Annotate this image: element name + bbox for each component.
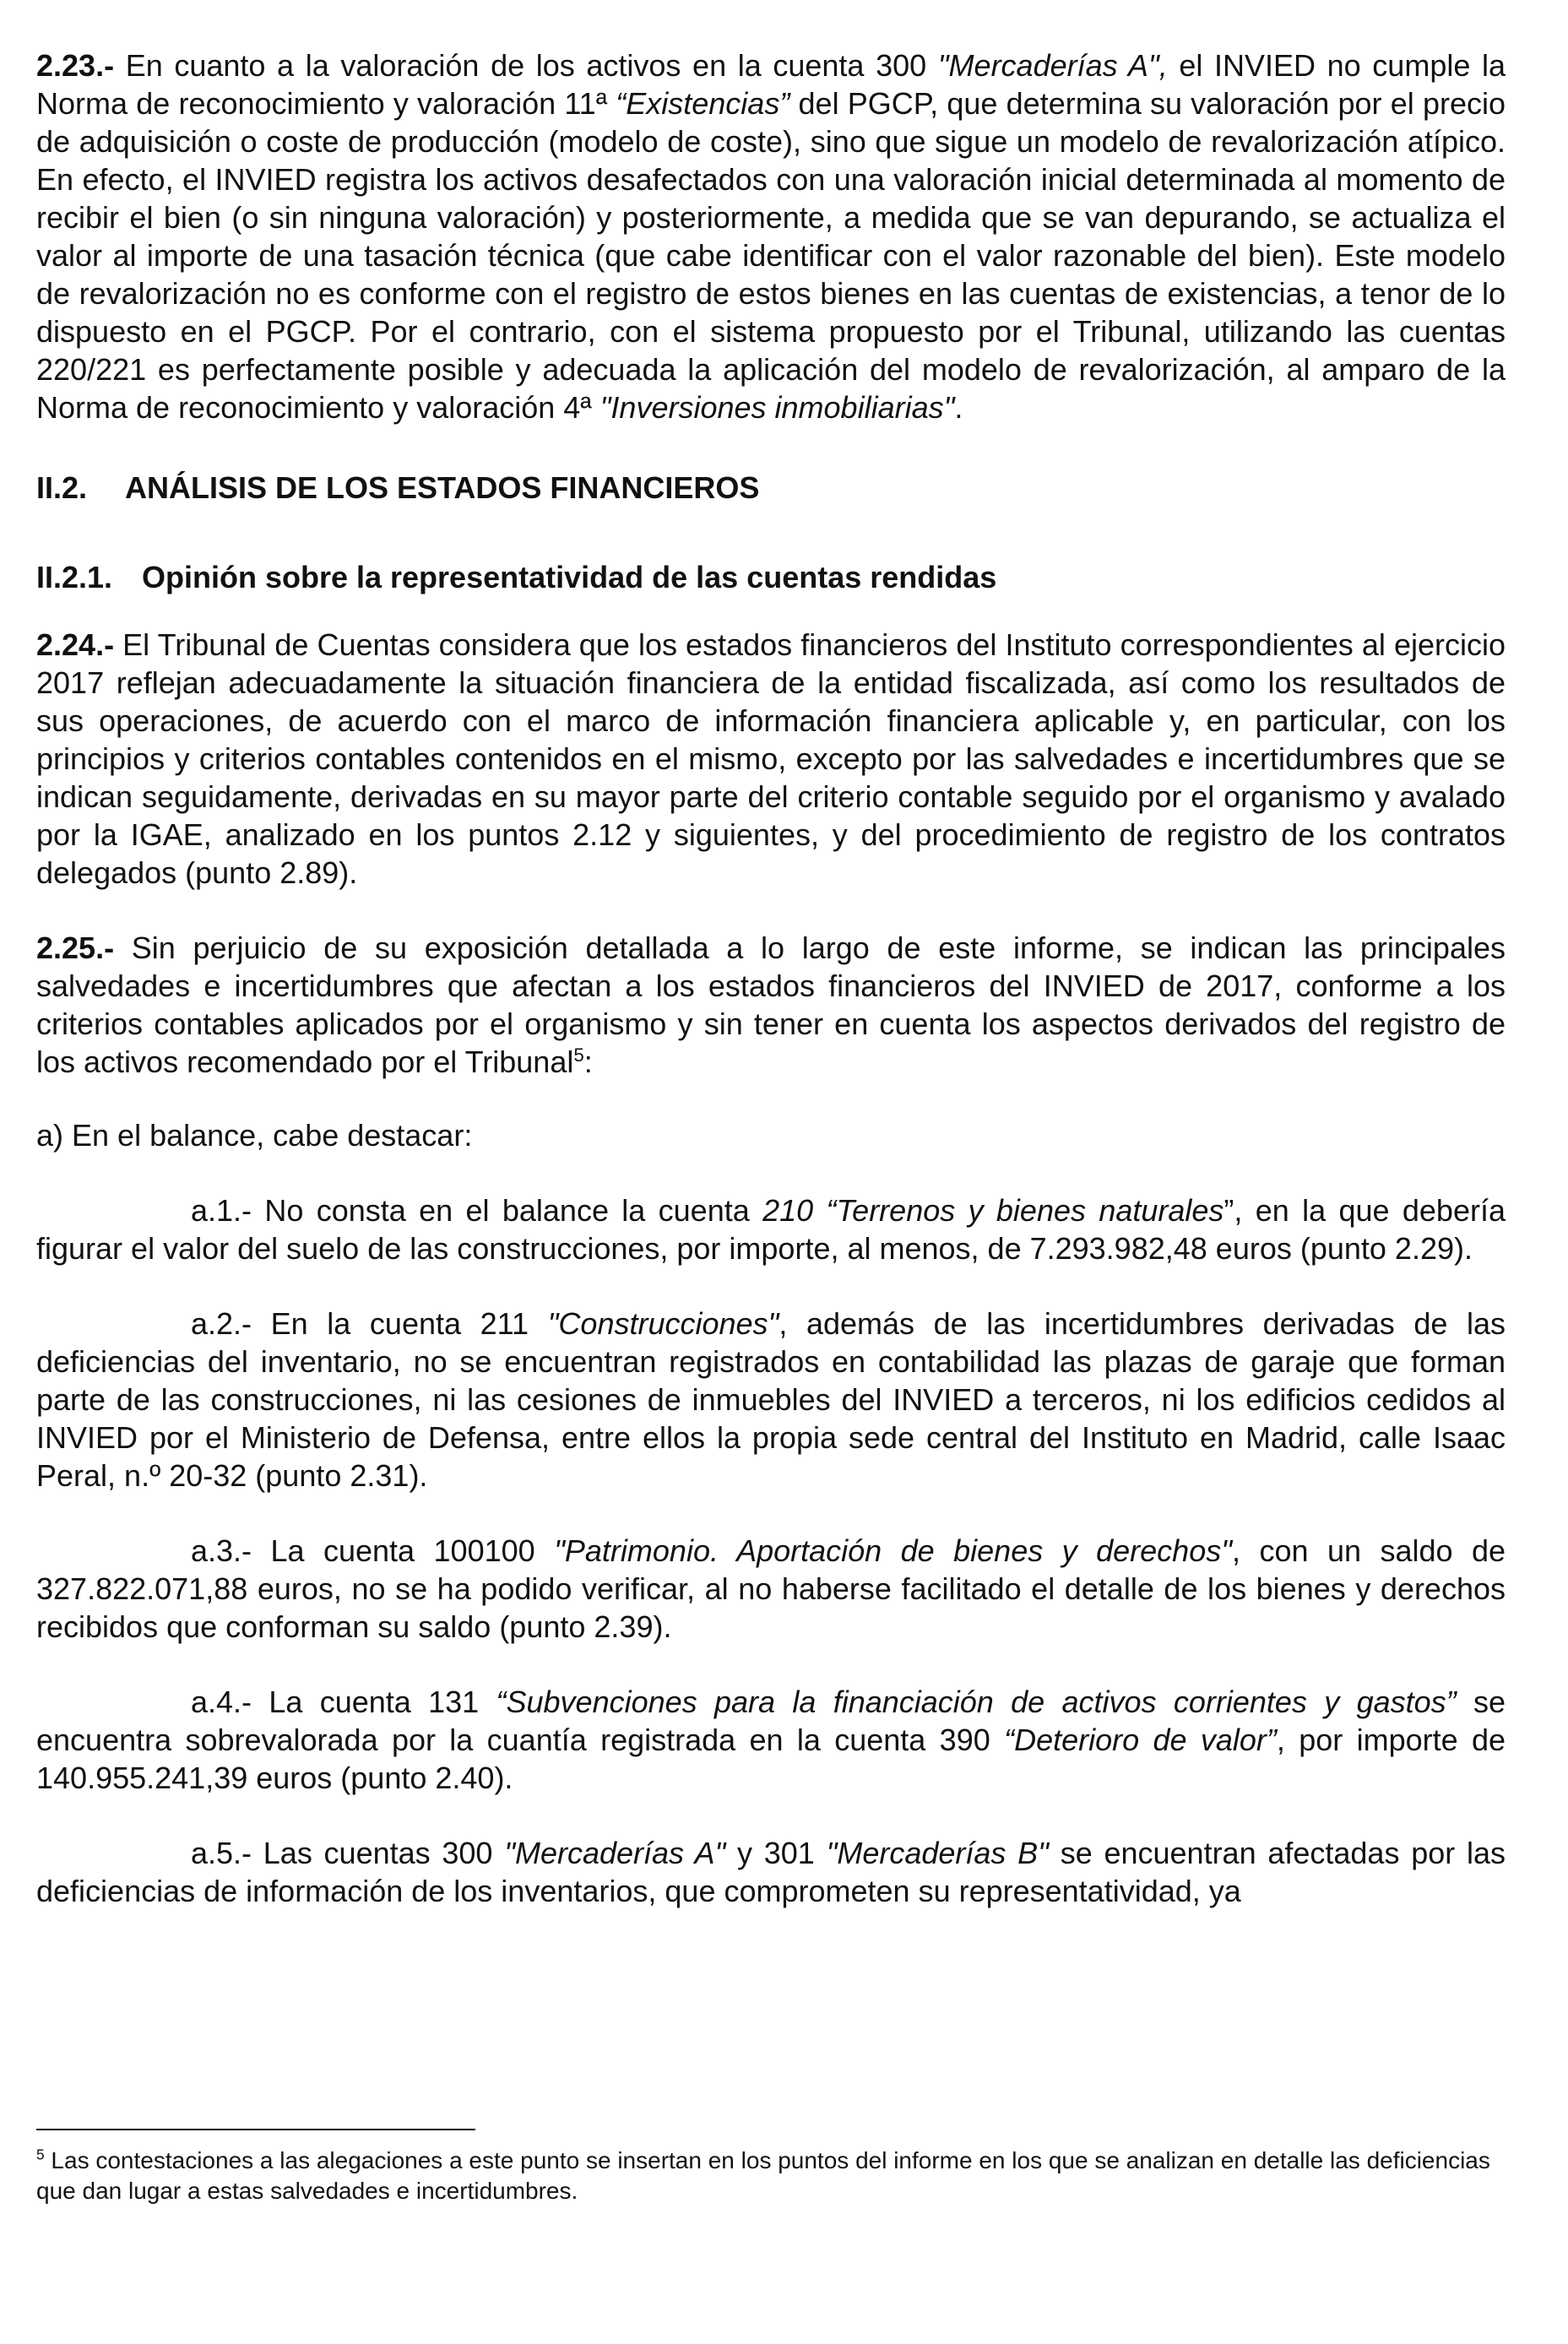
section-heading-ii-2 [36,469,1506,507]
list-intro-a: a) En el balance, cabe destacar: [36,1118,473,1153]
paragraph-number: 2.23.- [36,48,115,83]
paragraph-2-24: 2.24.- El Tribunal de Cuentas considera que los estados financieros del Instituto correspondientes al ejercicio 2017 reflejan adecuadamente la situación financiera de la entidad fiscalizada, así como los resultados de sus operaciones, de acuerdo con el marco de información financiera aplicable y, en particular, con los principios y criterios contables contenidos en el mismo, excepto por las salvedades e incertidumbres que se indican seguidamente, derivadas en su mayor parte del criterio contable seguido por el organismo y avalado por la IGAE, analizado en los puntos 2.12 y siguientes, y del procedimiento de registro de los contratos delegados (punto 2.89). [36,627,1506,890]
section-number: II.2.1. [36,560,113,594]
item-a-1: a.1.- No consta en el balance la cuenta 210 “Terrenos y bienes naturales”, en la que debería figurar el valor del suelo de las construcciones, por importe, al menos, de 7.293.982,48 euros (punto 2.29). [36,1193,1506,1266]
paragraph-2-25: 2.25.- Sin perjuicio de su exposición detallada a lo largo de este informe, se indican las principales salvedades e incertidumbres que afectan a los estados financieros del INVIED de 2017, conforme a los criterios contables aplicados por el organismo y sin tener en cuenta los aspectos derivados del registro de los activos recomendado por el Tribunal$^5$: [36,931,1506,1079]
item-a-3: a.3.- La cuenta 100100 "Patrimonio. Aportación de bienes y derechos", con un saldo de 327.822.071,88 euros, no se ha podido verificar, al no haberse facilitado el detalle de los bienes y derechos recibidos que conforman su saldo (punto 2.39). [36,1533,1506,1644]
document-body [36,46,1506,1910]
section-heading-ii-2-1 [36,558,1506,596]
footnote-5: $^5$ Las contestaciones a las alegaciones a este punto se insertan en los puntos del informe en los que se analizan en detalle las deficiencias que dan lugar a estas salvedades e incertidumbres. [36,2146,1490,2204]
footnote-marker: 5 [36,2146,45,2163]
footnote-separator [36,2129,475,2130]
section-number: II.2. [36,470,88,505]
item-a-5: a.5.- Las cuentas 300 "Mercaderías A" y 301 "Mercaderías B" se encuentran afectadas por las deficiencias de información de los inventarios, que comprometen su representatividad, ya [36,1836,1506,1908]
item-a-2: a.2.- En la cuenta 211 "Construcciones", además de las incertidumbres derivadas de las deficiencias del inventario, no se encuentran registrados en contabilidad las plazas de garaje que forman parte de las construcciones, ni las cesiones de inmuebles del INVIED a terceros, ni los edificios cedidos al INVIED por el Ministerio de Defensa, entre ellos la propia sede central del Instituto en Madrid, calle Isaac Peral, n.º 20-32 (punto 2.31). [36,1306,1506,1493]
section-title: ANÁLISIS DE LOS ESTADOS FINANCIEROS [125,470,760,505]
paragraph-2-23: 2.23.- En cuanto a la valoración de los activos en la cuenta 300 "Mercaderías A", el INVIED no cumple la Norma de reconocimiento y valoración 11ª “Existencias” del PGCP, que determina su valoración por el precio de adquisición o coste de producción (modelo de coste), sino que sigue un modelo de revalorización atípico. En efecto, el INVIED registra los activos desafectados con una valoración inicial determinada al momento de recibir el bien (o sin ninguna valoración) y posteriormente, a medida que se van depurando, se actualiza el valor al importe de una tasación técnica (que cabe identificar con el valor razonable del bien). Este modelo de revalorización no es conforme con el registro de estos bienes en las cuentas de existencias, a tenor de lo dispuesto en el PGCP. Por el contrario, con el sistema propuesto por el Tribunal, utilizando las cuentas 220/221 es perfectamente posible y adecuada la aplicación del modelo de revalorización, al amparo de la Norma de reconocimiento y valoración 4ª "Inversiones inmobiliarias". [36,48,1506,425]
footnote-ref-5[interactable]: 5 [573,1044,584,1066]
paragraph-number: 2.24.- [36,627,115,662]
item-a-4: a.4.- La cuenta 131 “Subvenciones para la financiación de activos corrientes y gastos” se encuentra sobrevalorada por la cuantía registrada en la cuenta 390 “Deterioro de valor”, por importe de 140.955.241,39 euros (punto 2.40). [36,1685,1506,1795]
section-title: Opinión sobre la representatividad de las cuentas rendidas [142,560,997,594]
paragraph-number: 2.25.- [36,931,115,965]
